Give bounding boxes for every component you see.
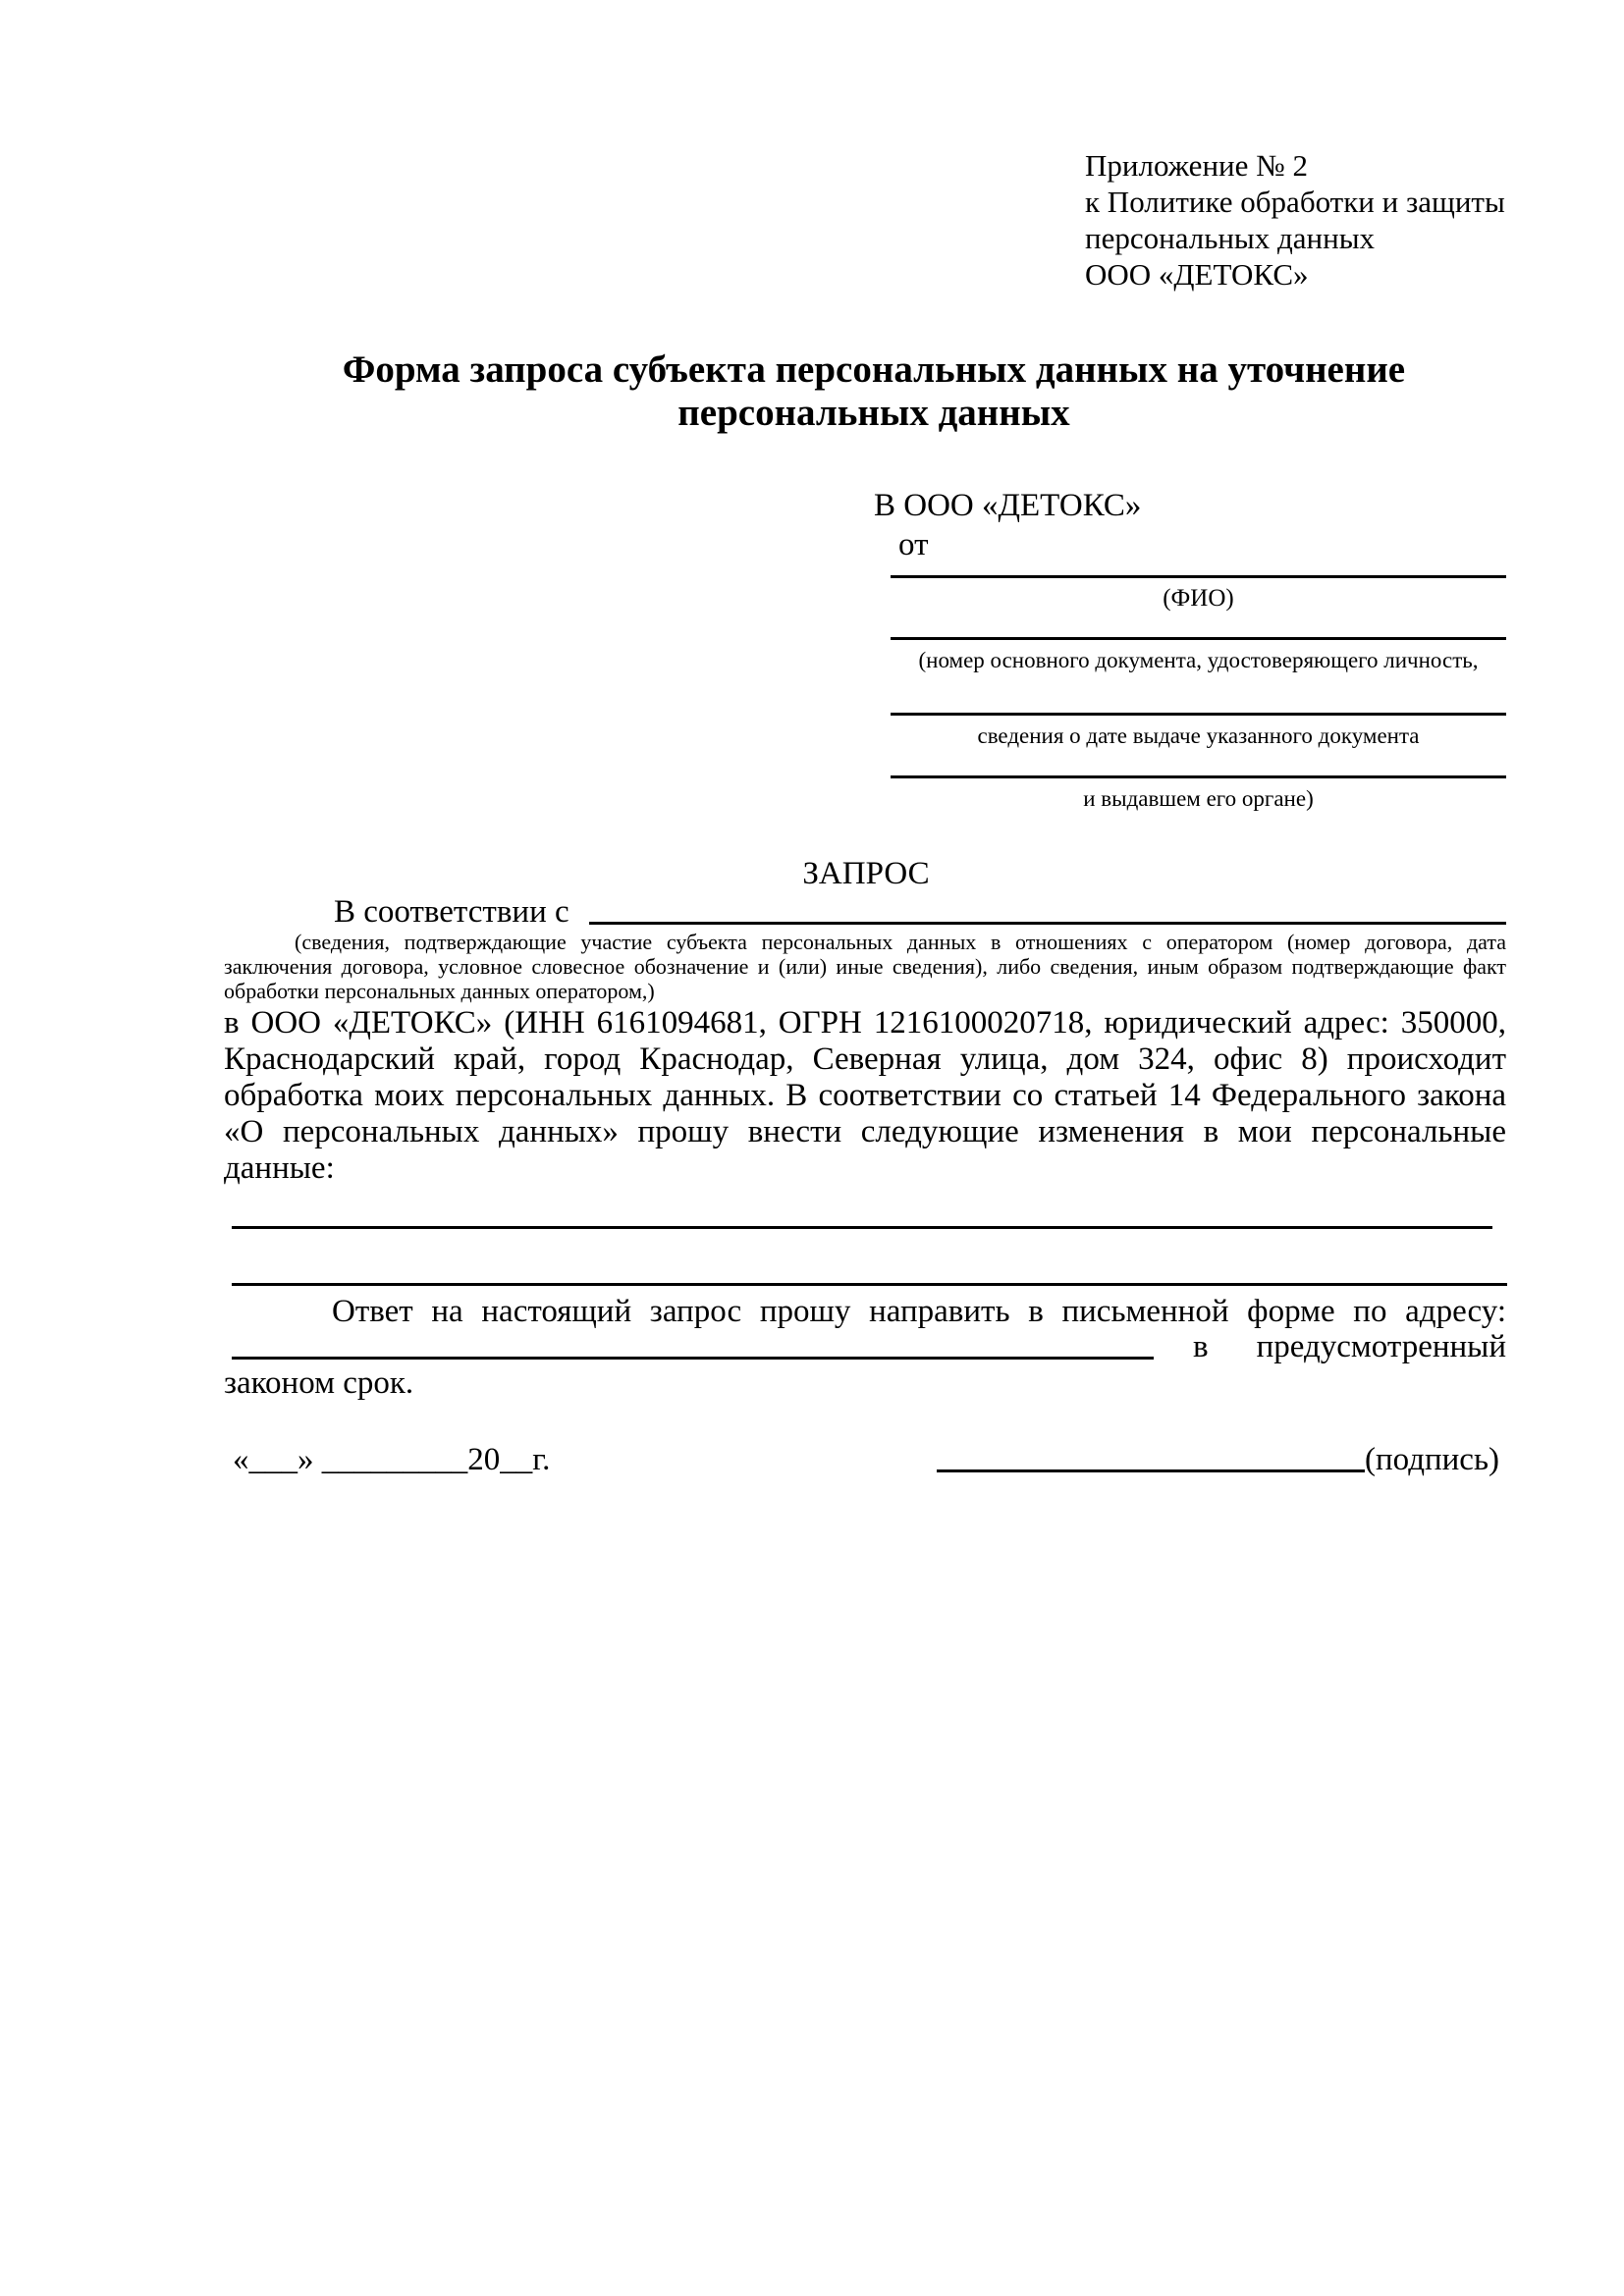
- form-title: [240, 348, 1508, 435]
- body-line: «О персональных данных» прошу внести следующие изменения в мои персональные: [224, 1114, 1506, 1149]
- annex-note-line: Приложение № 2: [1085, 148, 1308, 183]
- doc-number-blank-line: [891, 637, 1506, 640]
- date-blank: «___» _________20__г.: [233, 1442, 551, 1477]
- address-blank-line: [232, 1357, 1154, 1360]
- addressee-from-label: от: [898, 527, 929, 562]
- doc-number-caption: (номер основного документа, удостоверяющего личность,: [918, 648, 1479, 672]
- issue-date-caption: сведения о дате выдаче указанного документа: [977, 723, 1420, 748]
- signature-blank-line: [937, 1469, 1365, 1472]
- response-word-2: предусмотренный: [1256, 1329, 1506, 1364]
- addressee-to: В ООО «ДЕТОКС»: [874, 488, 1142, 523]
- issue-org-caption: и выдавшем его органе): [1083, 786, 1314, 811]
- intro-note-line: (сведения, подтверждающие участие субъекта персональных данных в отношениях с оператором (номер договора, дата: [295, 930, 1506, 954]
- intro-note: [224, 930, 1506, 1003]
- body-paragraph: [224, 1005, 1506, 1187]
- issue-org-blank-line: [891, 775, 1506, 778]
- response-word-1: в: [1193, 1329, 1209, 1364]
- body-line: обработка моих персональных данных. В соответствии со статьей 14 Федерального закона: [224, 1078, 1506, 1113]
- annex-note-line: персональных данных: [1085, 221, 1376, 255]
- fio-blank-line: [891, 575, 1506, 578]
- form-title-line2: персональных данных: [677, 392, 1070, 434]
- changes-blank-line-2: [232, 1283, 1507, 1286]
- changes-blank-line-1: [232, 1226, 1492, 1229]
- signature-caption: (подпись): [1365, 1442, 1499, 1477]
- body-line: Краснодарский край, город Краснодар, Северная улица, дом 324, офис 8) происходит: [224, 1041, 1506, 1077]
- issue-date-blank-line: [891, 713, 1506, 716]
- fio-caption: (ФИО): [1163, 585, 1234, 612]
- annex-note: [1085, 147, 1505, 293]
- intro-blank-line: [589, 922, 1506, 925]
- form-title-line1: Форма запроса субъекта персональных данных на уточнение: [342, 348, 1406, 391]
- annex-note-line: к Политике обработки и защиты: [1085, 185, 1505, 219]
- intro-label: В соответствии с: [334, 894, 569, 930]
- intro-note-line: обработки персональных данных оператором,): [224, 979, 655, 1003]
- body-line: данные:: [224, 1150, 335, 1186]
- request-heading: ЗАПРОС: [802, 856, 930, 891]
- intro-note-line: заключения договора, условное словесное обозначение и (или) иные сведения), либо сведения, иным образом подтверждающие факт: [224, 954, 1506, 979]
- response-line-3: законом срок.: [224, 1365, 414, 1401]
- annex-note-line: ООО «ДЕТОКС»: [1085, 257, 1309, 292]
- response-inline-words: [1193, 1329, 1506, 1365]
- body-line: в ООО «ДЕТОКС» (ИНН 6161094681, ОГРН 1216100020718, юридический адрес: 350000,: [224, 1005, 1506, 1041]
- response-line-1: Ответ на настоящий запрос прошу направить в письменной форме по адресу:: [332, 1294, 1506, 1329]
